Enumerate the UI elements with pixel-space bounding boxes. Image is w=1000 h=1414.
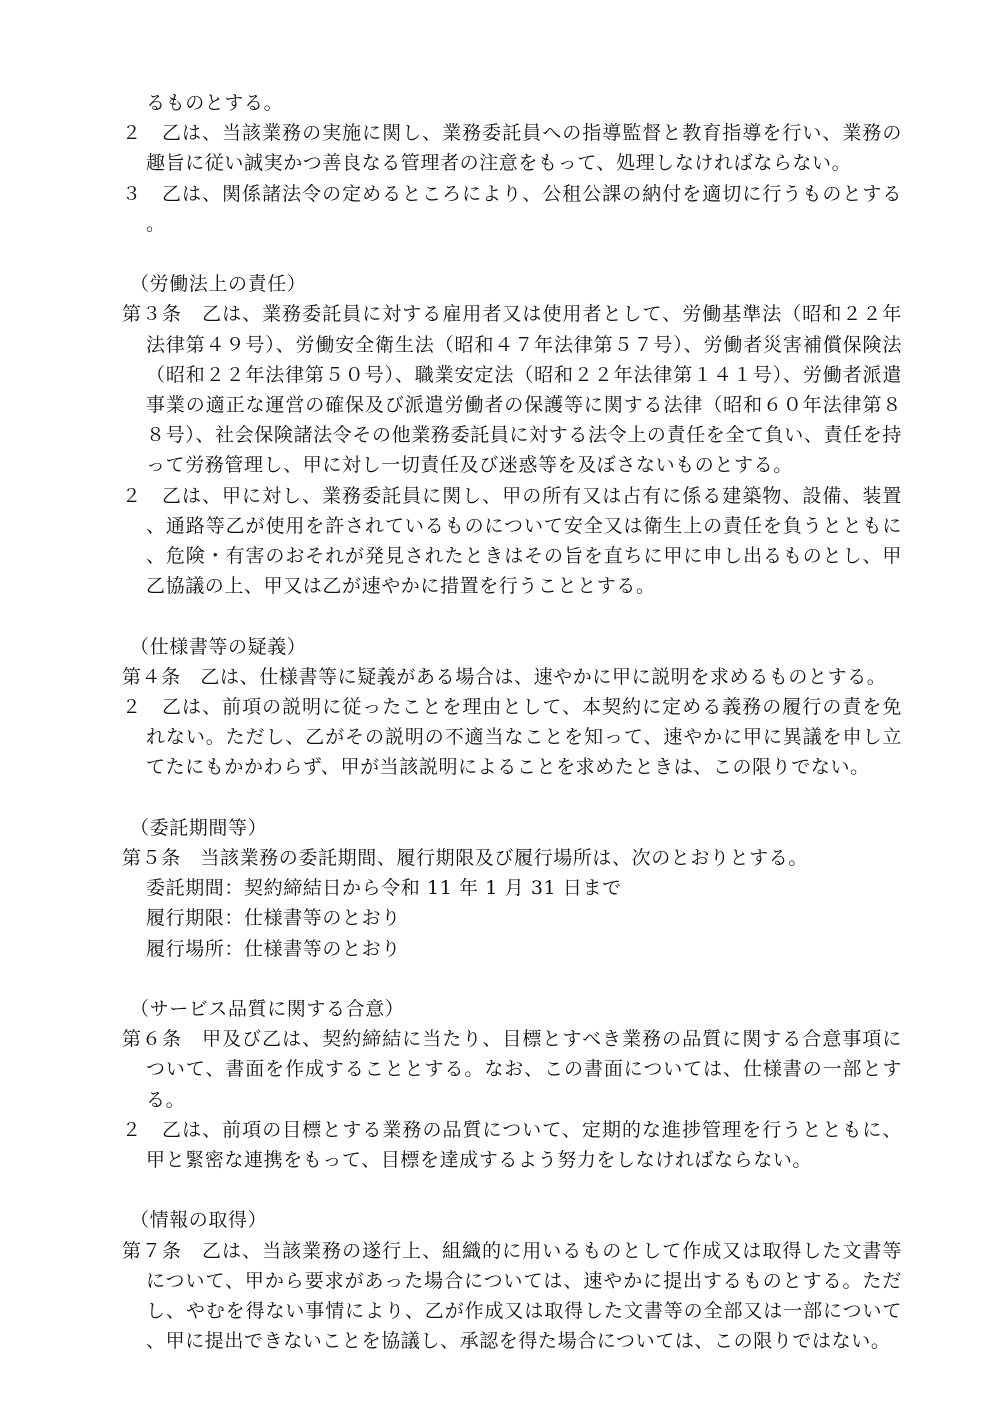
clause-2-paragraph: ２ 乙は、当該業務の実施に関し、業務委託員への指導監督と教育指導を行い、業務の趣旨に従い誠実かつ善良なる管理者の注意をもって、処理しなければならない。 [122,122,902,175]
article-6-paragraph-1: 第６条 甲及び乙は、契約締結に当たり、目標とすべき業務の品質に関する合意事項について、書面を作成することとする。なお、この書面については、仕様書の一部とする。 [122,1028,902,1111]
article-6-paragraph-2: ２ 乙は、前項の目標とする業務の品質について、定期的な進捗管理を行うとともに、甲と緊密な連携をもって、目標を達成するよう努力をしなければならない。 [122,1118,902,1172]
article-3-paragraph-2: ２ 乙は、甲に対し、業務委託員に関し、甲の所有又は占有に係る建築物、設備、装置、通路等乙が使用を許されているものについて安全又は衛生上の責任を負うとともに、危険・有害のおそれが発見されたときはその旨を直ちに甲に申し出るものとし、甲乙協議の上、甲又は乙が速やかに措置を行うこととする。 [122,484,903,598]
continued-text: るものとする。 [146,92,284,114]
article-3-heading: （労働法上の責任） [130,273,307,296]
clause-2-paragraph-3: ３ 乙は、関係諸法令の定めるところにより、公租公課の納付を適切に行うものとする。 [122,182,902,235]
spacer [122,1175,902,1205]
article-4-paragraph-1: 第４条 乙は、仕様書等に疑義がある場合は、速やかに甲に説明を求めるものとする。 [122,665,887,688]
article-5-paragraph-1: 第５条 当該業務の委託期間、履行期限及び履行場所は、次のとおりとする。 [122,847,809,870]
document-body [122,88,902,1356]
article-4-heading: （仕様書等の疑義） [130,635,307,658]
spacer [122,601,902,631]
performance-location-line: 履行場所：仕様書等のとおり [146,937,401,960]
spacer [122,964,902,994]
article-6-heading: （サービス品質に関する合意） [130,998,405,1021]
performance-deadline-line: 履行期限：仕様書等のとおり [146,907,401,930]
spacer [122,239,902,269]
article-7-heading: （情報の取得） [130,1209,268,1232]
article-3-paragraph-1: 第３条 乙は、業務委託員に対する雇用者又は使用者として、労働基準法（昭和２２年法律第４９号）、労働安全衛生法（昭和４７年法律第５７号）、労働者災害補償保険法（昭和２２年法律第５０号）、職業安定法（昭和２２年法律第１４１号）、労働者派遣事業の適正な運営の確保及び派遣労働者の保護等に関する法律（昭和６０年法律第８８号）、社会保険諸法令その他業務委託員に対する法令上の責任を全て負い、責任を持って労務管理し、甲に対し一切責任及び迷惑等を及ぼさないものとする。 [122,303,902,477]
article-4-paragraph-2: ２ 乙は、前項の説明に従ったことを理由として、本契約に定める義務の履行の責を免れない。ただし、乙がその説明の不適当なことを知って、速やかに甲に異議を申し立てたにもかかわらず、甲が当該説明によることを求めたときは、この限りでない。 [122,696,903,779]
article-7-paragraph-1: 第７条 乙は、当該業務の遂行上、組織的に用いるものとして作成又は取得した文書等について、甲から要求があった場合については、速やかに提出するものとする。ただし、やむを得ない事情により、乙が作成又は取得した文書等の全部又は一部について、甲に提出できないことを協議し、承認を得た場合については、この限りではない。 [122,1239,902,1353]
article-5-heading: （委託期間等） [130,816,268,839]
contract-period-line: 委託期間：契約締結日から令和 11 年 1 月 31 日まで [146,877,622,900]
spacer [122,783,902,813]
